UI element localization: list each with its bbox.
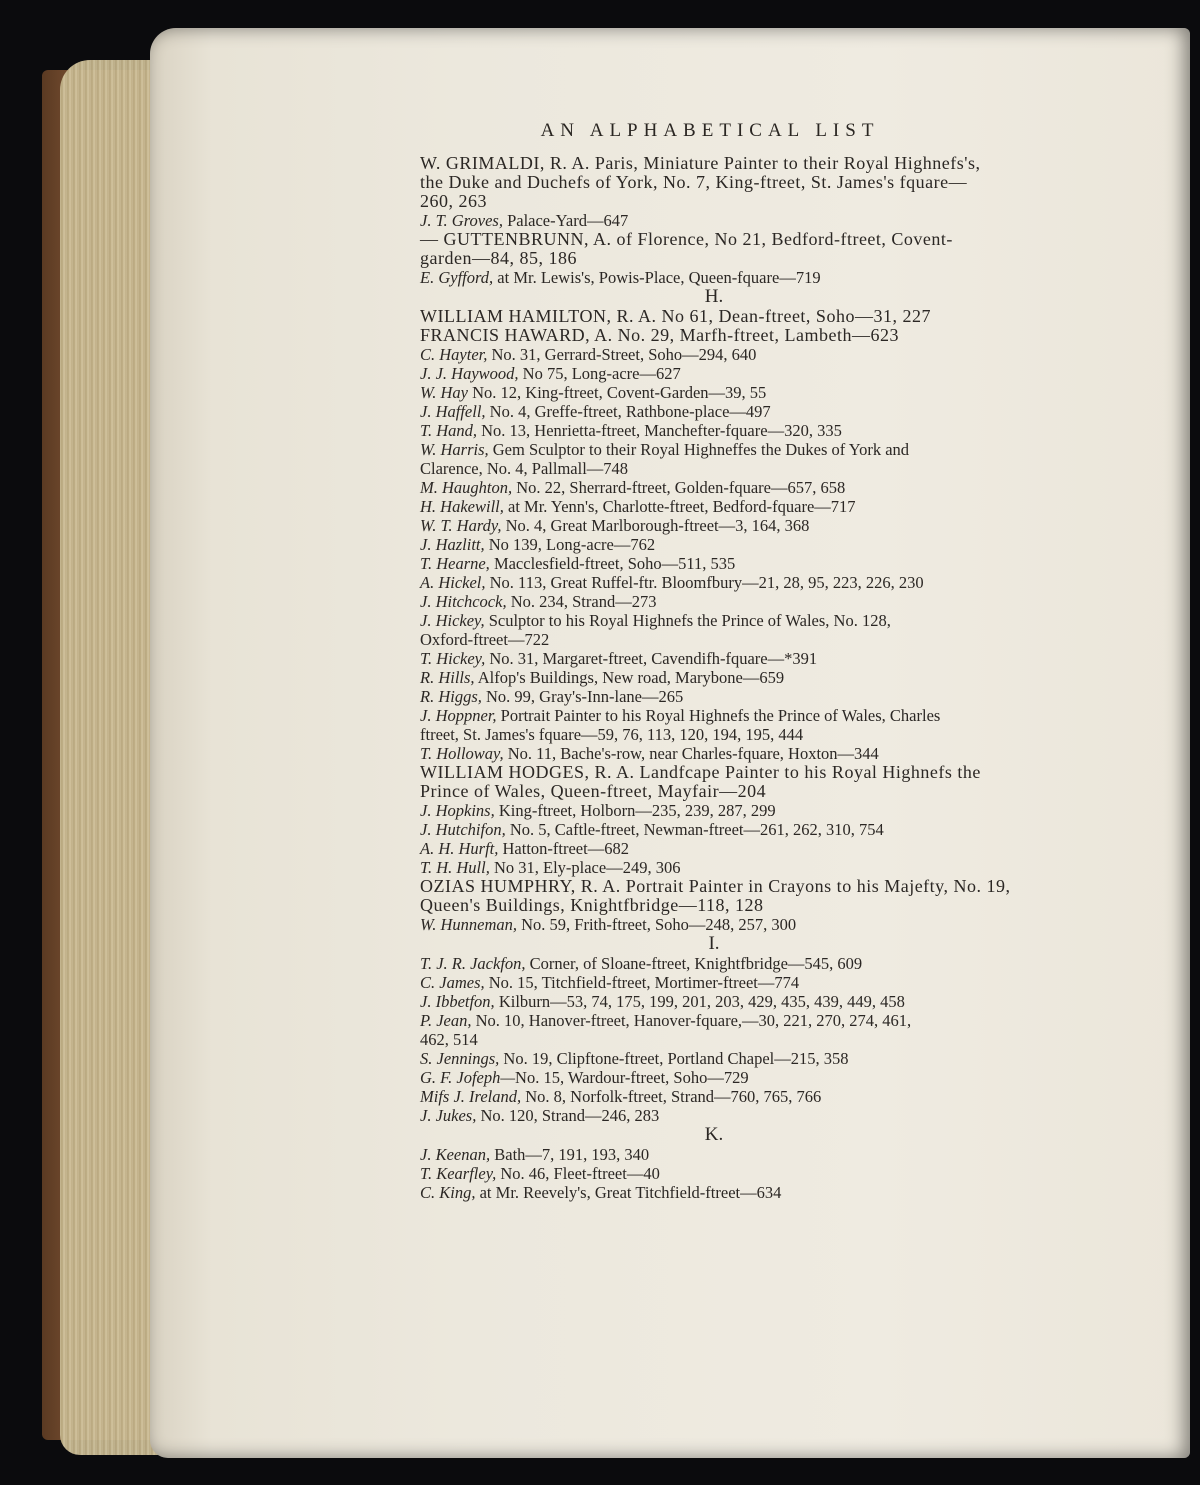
entry-text: Gem Sculptor to their Royal Highneffes the Dukes of York and [488, 440, 910, 459]
directory-entry [420, 402, 1110, 421]
entry-continuation: Oxford-ftreet—722 [420, 630, 550, 649]
entry-name: R. Higgs, [420, 687, 482, 706]
directory-entry [420, 973, 1110, 992]
directory-entry [420, 230, 1110, 268]
directory-entry [420, 877, 1110, 915]
entry-name: FRANCIS HAWARD, [420, 325, 591, 345]
entry-list [420, 154, 1110, 1202]
entry-name: M. Haughton, [420, 478, 513, 497]
entry-text: No. 19, Clipftone-ftreet, Portland Chapel—215, 358 [499, 1049, 849, 1068]
entry-text: No. 4, Great Marlborough-ftreet—3, 164, 368 [501, 516, 810, 535]
directory-entry [420, 839, 1110, 858]
directory-entry [420, 915, 1110, 934]
entry-continuation: 260, 263 [420, 191, 487, 211]
entry-text: Bath—7, 191, 193, 340 [490, 1145, 650, 1164]
directory-entry [420, 687, 1110, 706]
entry-name: J. Haffell, [420, 402, 486, 421]
entry-name: J. Keenan, [420, 1145, 491, 1164]
entry-text: No. 5, Caftle-ftreet, Newman-ftreet—261, 262, 310, 754 [505, 820, 884, 839]
running-head: AN ALPHABETICAL LIST [540, 120, 880, 141]
entry-name: E. Gyfford, [420, 268, 494, 287]
entry-text: R. A. No 61, Dean-ftreet, Soho—31, 227 [611, 306, 931, 326]
entry-name: J. Hopkins, [420, 801, 495, 820]
entry-text: No. 12, King-ftreet, Covent-Garden—39, 55 [467, 383, 767, 402]
entry-text: King-ftreet, Holborn—235, 239, 287, 299 [494, 801, 776, 820]
entry-continuation: the Duke and Duchefs of York, No. 7, King-ftreet, St. James's fquare— [420, 172, 968, 192]
entry-name: J. Hutchifon, [420, 820, 506, 839]
entry-text: No. 46, Fleet-ftreet—40 [496, 1164, 660, 1183]
entry-name: A. Hickel, [420, 573, 486, 592]
directory-entry [420, 744, 1110, 763]
directory-entry [420, 326, 1110, 345]
entry-text: Palace-Yard—647 [502, 211, 629, 230]
section-letter: H. [704, 286, 724, 307]
entry-name: S. Jennings, [420, 1049, 500, 1068]
entry-name: P. Jean, [420, 1011, 472, 1030]
entry-name: T. J. R. Jackfon, [420, 954, 526, 973]
entry-text: No 75, Long-acre—627 [518, 364, 681, 383]
entry-name: T. Hearne, [420, 554, 490, 573]
entry-name: H. Hakewill, [420, 497, 504, 516]
directory-entry [420, 706, 1110, 744]
entry-continuation: Queen's Buildings, Knightfbridge—118, 128 [420, 895, 764, 915]
entry-text: A. of Florence, No 21, Bedford-ftreet, Covent- [589, 229, 953, 249]
directory-entry [420, 668, 1110, 687]
entry-text: No 139, Long-acre—762 [484, 535, 656, 554]
entry-name: J. Ibbetfon, [420, 992, 495, 1011]
directory-entry [420, 535, 1110, 554]
entry-text: R. A. Portrait Painter in Crayons to his Majefty, No. 19, [575, 876, 1011, 896]
entry-text: at Mr. Yenn's, Charlotte-ftreet, Bedford-fquare—717 [503, 497, 856, 516]
directory-entry [420, 801, 1110, 820]
entry-text: No. 113, Great Ruffel-ftr. Bloomfbury—21, 28, 95, 223, 226, 230 [485, 573, 924, 592]
entry-name: W. Hunneman, [420, 915, 518, 934]
entry-text: Kilburn—53, 74, 175, 199, 201, 203, 429, 435, 439, 449, 458 [494, 992, 905, 1011]
directory-entry [420, 992, 1110, 1011]
entry-text: No. 11, Bache's-row, near Charles-fquare, Hoxton—344 [503, 744, 879, 763]
directory-entry [420, 154, 1110, 211]
section-letter: I. [708, 933, 720, 954]
entry-name: T. Hickey, [420, 649, 486, 668]
entry-text: No. 15, Titchfield-ftreet, Mortimer-ftreet—774 [484, 973, 800, 992]
entry-name: WILLIAM HODGES, [420, 762, 590, 782]
entry-text: No. 59, Frith-ftreet, Soho—248, 257, 300 [517, 915, 797, 934]
directory-entry [420, 1087, 1110, 1106]
entry-text: No. 31, Margaret-ftreet, Cavendifh-fquare—*391 [485, 649, 818, 668]
entry-continuation: Prince of Wales, Queen-ftreet, Mayfair—204 [420, 781, 767, 801]
entry-name: J. Jukes, [420, 1106, 477, 1125]
directory-entry [420, 211, 1110, 230]
entry-name: C. King, [420, 1183, 476, 1202]
directory-entry [420, 345, 1110, 364]
entry-name: R. Hills, [420, 668, 475, 687]
entry-name: G. F. Jofeph— [420, 1068, 516, 1087]
directory-entry [420, 383, 1110, 402]
entry-text: No 31, Ely-place—249, 306 [489, 858, 681, 877]
entry-name: J. Hazlitt, [420, 535, 485, 554]
entry-text: No. 13, Henrietta-ftreet, Manchefter-fquare—320, 335 [477, 421, 842, 440]
directory-entry [420, 592, 1110, 611]
directory-entry [420, 1049, 1110, 1068]
directory-entry [420, 440, 1110, 478]
directory-entry [420, 1145, 1110, 1164]
entry-name: T. Hand, [420, 421, 477, 440]
entry-name: T. Holloway, [420, 744, 504, 763]
entry-name: W. Harris, [420, 440, 489, 459]
entry-text: A. No. 29, Marfh-ftreet, Lambeth—623 [590, 325, 900, 345]
entry-name: OZIAS HUMPHRY, [420, 876, 576, 896]
entry-text: No. 8, Norfolk-ftreet, Strand—760, 765, 766 [521, 1087, 822, 1106]
directory-entry [420, 649, 1110, 668]
entry-continuation: Clarence, No. 4, Pallmall—748 [420, 459, 629, 478]
directory-entry [420, 1106, 1110, 1125]
entry-continuation: 462, 514 [420, 1030, 478, 1049]
entry-continuation: garden—84, 85, 186 [420, 248, 577, 268]
entry-text: No. 120, Strand—246, 283 [476, 1106, 660, 1125]
entry-text: No. 4, Greffe-ftreet, Rathbone-place—497 [485, 402, 771, 421]
entry-name: W. GRIMALDI, [420, 153, 545, 173]
entry-name: J. T. Groves, [420, 211, 503, 230]
entry-name: Mifs J. Ireland, [420, 1087, 522, 1106]
entry-text: No. 234, Strand—273 [506, 592, 657, 611]
entry-name: A. H. Hurft, [420, 839, 499, 858]
entry-name: WILLIAM HAMILTON, [420, 306, 612, 326]
directory-entry [420, 478, 1110, 497]
entry-text: at Mr. Reevely's, Great Titchfield-ftreet—634 [475, 1183, 782, 1202]
entry-name: J. Hickey, [420, 611, 485, 630]
entry-continuation: ftreet, St. James's fquare—59, 76, 113, 120, 194, 195, 444 [420, 725, 804, 744]
entry-name: W. Hay [420, 383, 468, 402]
directory-entry [420, 421, 1110, 440]
entry-text: R. A. Landfcape Painter to his Royal Highnefs the [589, 762, 981, 782]
directory-entry [420, 516, 1110, 535]
directory-entry [420, 268, 1110, 287]
directory-entry [420, 820, 1110, 839]
directory-entry [420, 763, 1110, 801]
directory-entry [420, 1164, 1110, 1183]
entry-text: No. 31, Gerrard-Street, Soho—294, 640 [487, 345, 757, 364]
entry-name: J. Hitchcock, [420, 592, 507, 611]
directory-entry [420, 611, 1110, 649]
entry-name: T. Kearfley, [420, 1164, 497, 1183]
entry-name: — GUTTENBRUNN, [420, 229, 589, 249]
entry-name: J. J. Haywood, [420, 364, 519, 383]
entry-name: W. T. Hardy, [420, 516, 502, 535]
entry-text: Alfop's Buildings, New road, Marybone—659 [474, 668, 785, 687]
entry-text: No. 99, Gray's-Inn-lane—265 [481, 687, 684, 706]
directory-entry [420, 954, 1110, 973]
directory-entry [420, 1183, 1110, 1202]
entry-text: Macclesfield-ftreet, Soho—511, 535 [489, 554, 736, 573]
directory-entry [420, 1011, 1110, 1049]
directory-entry [420, 364, 1110, 383]
section-letter: K. [704, 1124, 724, 1145]
directory-entry [420, 307, 1110, 326]
entry-text: Corner, of Sloane-ftreet, Knightfbridge—545, 609 [525, 954, 863, 973]
entry-name: T. H. Hull, [420, 858, 490, 877]
entry-text: No. 15, Wardour-ftreet, Soho—729 [515, 1068, 749, 1087]
entry-text: No. 22, Sherrard-ftreet, Golden-fquare—657, 658 [512, 478, 846, 497]
directory-entry [420, 1068, 1110, 1087]
directory-entry [420, 554, 1110, 573]
entry-text: No. 10, Hanover-ftreet, Hanover-fquare,—30, 221, 270, 274, 461, [471, 1011, 912, 1030]
directory-entry [420, 573, 1110, 592]
entry-text: at Mr. Lewis's, Powis-Place, Queen-fquare—719 [493, 268, 821, 287]
entry-text: Portrait Painter to his Royal Highnefs the Prince of Wales, Charles [496, 706, 941, 725]
entry-name: C. James, [420, 973, 485, 992]
directory-entry [420, 858, 1110, 877]
entry-text: Sculptor to his Royal Highnefs the Prince of Wales, No. 128, [484, 611, 891, 630]
entry-text: R. A. Paris, Miniature Painter to their Royal Highnefs's, [544, 153, 981, 173]
entry-name: J. Hoppner, [420, 706, 497, 725]
entry-text: Hatton-ftreet—682 [498, 839, 629, 858]
directory-entry [420, 497, 1110, 516]
entry-name: C. Hayter, [420, 345, 488, 364]
